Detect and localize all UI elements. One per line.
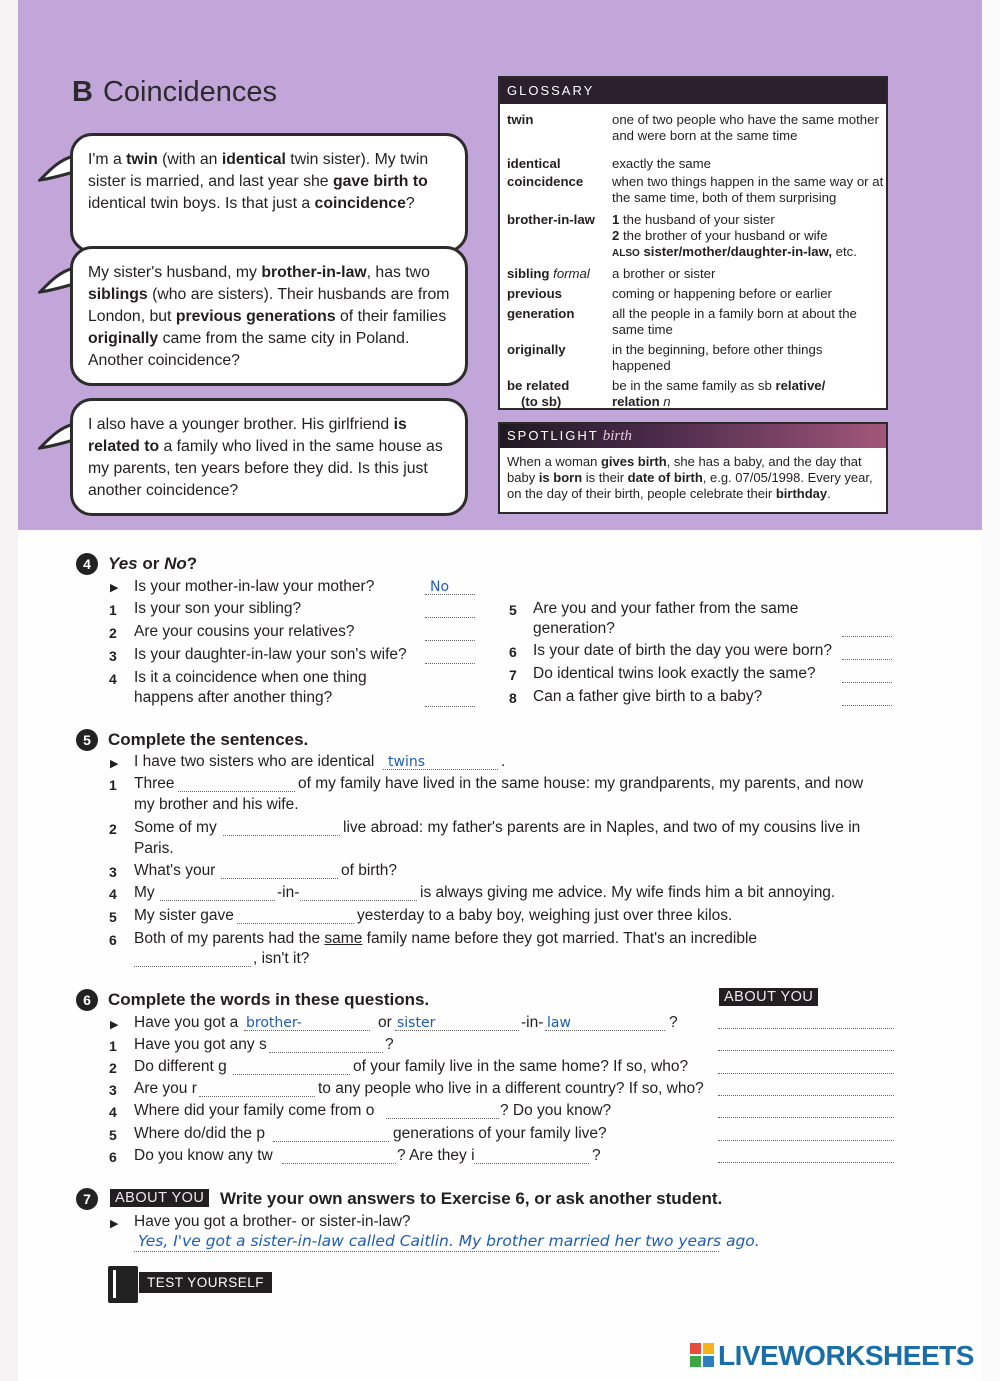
ex6-item-6-b: ? Are they i: [397, 1147, 475, 1164]
glossary-term: coincidence: [507, 174, 584, 189]
ex5-answer-4b[interactable]: [300, 900, 417, 901]
ex5-item-3-b: of birth?: [341, 862, 398, 879]
ex5-item-6-underlined: same: [324, 930, 363, 947]
ex6-example-answer-3: law: [547, 1015, 571, 1031]
answer-line: [383, 769, 498, 770]
ex6-example-start: Have you got a: [134, 1014, 239, 1031]
ex6-answer-5[interactable]: [273, 1141, 389, 1142]
ex4-answer-1[interactable]: [425, 617, 475, 618]
glossary-heading: GLOSSARY: [500, 78, 886, 104]
test-yourself-label: TEST YOURSELF: [139, 1272, 272, 1293]
glossary-term: brother-in-law: [507, 212, 595, 227]
glossary-term: twin: [507, 112, 534, 127]
glossary-definition: coming or happening before or earlier: [612, 286, 832, 301]
key-word: birthday: [775, 486, 828, 501]
ex6-item-5-a: Where do/did the p: [134, 1125, 265, 1142]
ex5-item-1-c: my brother and his wife.: [134, 796, 299, 813]
answer-line: [395, 1030, 519, 1031]
ex4-item-6: Is your date of birth the day you were born?: [533, 642, 832, 659]
item-number: 5: [109, 1127, 117, 1143]
ex4-item-2: Are your cousins your relatives?: [134, 623, 355, 640]
ex5-item-3-a: What's your: [134, 862, 216, 879]
ex4-answer-6[interactable]: [842, 659, 892, 660]
glossary-definition: [612, 378, 884, 410]
about-you-line[interactable]: [718, 1050, 894, 1051]
glossary-definition: in the beginning, before other things happened: [612, 342, 823, 373]
item-number: 1: [109, 602, 117, 618]
ex5-item-4-b: -in-: [277, 884, 300, 901]
key-word: previous generations: [175, 308, 336, 325]
page-edge-left: [0, 0, 18, 1381]
ex5-example-text: I have two sisters who are identical: [134, 753, 375, 770]
item-number: 5: [109, 909, 117, 925]
term-word: be related: [507, 378, 570, 393]
ex6-item-4-a: Where did your family come from o: [134, 1102, 375, 1119]
book-icon: [108, 1266, 138, 1303]
exercise-4-number: 4: [76, 553, 98, 575]
speech-bubble-1: [70, 133, 468, 253]
glossary-term: previous: [507, 286, 562, 301]
about-you-line[interactable]: [718, 1095, 894, 1096]
answer-line: [134, 1251, 719, 1252]
ex4-item-8: Can a father give birth to a baby?: [533, 688, 763, 705]
ex5-answer-5[interactable]: [237, 923, 354, 924]
ex6-example-in: -in-: [521, 1014, 544, 1031]
item-number: 3: [109, 1082, 117, 1098]
item-number: 3: [109, 864, 117, 880]
ex6-answer-2[interactable]: [233, 1074, 350, 1075]
ex6-answer-6b[interactable]: [474, 1163, 589, 1164]
item-number: 2: [109, 821, 117, 837]
about-you-line[interactable]: [718, 1140, 894, 1141]
ex5-item-6-a: [134, 929, 757, 949]
ex4-item-4-cont: happens after another thing?: [134, 689, 333, 706]
ex6-example-answer-2: sister: [397, 1015, 436, 1031]
ex6-item-1-b: ?: [385, 1036, 394, 1053]
ex4-item-5-cont: generation?: [533, 620, 615, 637]
title-yes: Yes: [108, 554, 138, 573]
exercise-7-number: 7: [76, 1188, 98, 1210]
ex5-item-6-c: , isn't it?: [253, 950, 310, 967]
also-label: ALSO: [612, 248, 640, 259]
ex5-item-4-c: is always giving me advice. My wife finds him a bit annoying.: [420, 884, 836, 901]
item-number: 5: [509, 602, 517, 618]
answer-line: [545, 1030, 665, 1031]
glossary-entry: [500, 306, 886, 342]
ex5-item-4-a: My: [134, 884, 155, 901]
exercise-5-number: 5: [76, 729, 98, 751]
ex6-item-1-a: Have you got any s: [134, 1036, 267, 1053]
key-word: gave birth to: [332, 173, 428, 190]
ex5-answer-6[interactable]: [134, 966, 251, 967]
ex6-answer-1[interactable]: [269, 1052, 383, 1053]
ex4-answer-3[interactable]: [425, 663, 475, 664]
also-words: sister/mother/daughter-in-law,: [639, 244, 833, 259]
section-heading: Coincidences: [102, 76, 278, 108]
about-you-tag: ABOUT YOU: [719, 988, 818, 1006]
def-bold: relative/: [775, 378, 826, 393]
exercise-6-number: 6: [76, 989, 98, 1011]
spotlight-box: [498, 422, 888, 514]
ex4-item-3: Is your daughter-in-law your son's wife?: [134, 646, 407, 663]
glossary-entry: [500, 378, 886, 412]
also-tail: etc.: [832, 244, 857, 259]
item-number: 6: [109, 1149, 117, 1165]
liveworksheets-icon: [690, 1343, 714, 1367]
glossary-entry: [500, 342, 886, 378]
answer-line: [425, 594, 475, 595]
ex5-item-1-a: Three: [134, 775, 175, 792]
glossary-entry: [500, 286, 886, 306]
ex7-handwritten-answer: Yes, I've got a sister-in-law called Caitlin. My brother married her two years ago.: [138, 1232, 760, 1250]
about-you-line[interactable]: [718, 1117, 894, 1118]
ex5-answer-4a[interactable]: [160, 900, 275, 901]
ex6-example: [134, 1013, 238, 1033]
glossary-entry: [500, 112, 886, 146]
ex6-item-3-a: Are you r: [134, 1080, 197, 1097]
glossary-term: [507, 266, 611, 282]
ex5-answer-2[interactable]: [223, 835, 340, 836]
spotlight-word: birth: [602, 428, 632, 444]
ex4-example-question: Is your mother-in-law your mother?: [134, 578, 375, 595]
bubble-1-text: I'm a twin (with an identical twin sister). My twin sister is married, and last year she gave birth to identical twin boys. Is that just a coincidence?: [88, 151, 429, 212]
glossary-entry: [500, 266, 886, 286]
key-word: date of birth: [627, 470, 703, 485]
ex6-example-or: or: [378, 1014, 392, 1031]
exercise-4-title: [108, 554, 197, 574]
exercise-5-title: Complete the sentences.: [108, 730, 309, 749]
ex5-item-5-b: yesterday to a baby boy, weighing just over three kilos.: [357, 907, 733, 924]
title-no: No: [164, 554, 187, 573]
item-number: 4: [109, 886, 117, 902]
item-number: 2: [109, 1060, 117, 1076]
ex6-item-3-b: to any people who live in a different country? If so, who?: [318, 1080, 704, 1097]
ex5-item-2-a: Some of my: [134, 819, 217, 836]
ex6-example-answer-1: brother-: [246, 1015, 302, 1031]
ex5-example-end: .: [501, 753, 506, 770]
item-number: 4: [109, 1104, 117, 1120]
ex4-answer-4[interactable]: [425, 706, 475, 707]
ex5-item-5-a: My sister gave: [134, 907, 234, 924]
ex6-item-4-b: ? Do you know?: [500, 1102, 612, 1119]
spotlight-label: SPOTLIGHT: [507, 428, 599, 443]
spotlight-heading: [500, 424, 886, 448]
example-arrow-icon: ▶: [110, 1019, 119, 1031]
liveworksheets-wordmark: LIVEWORKSHEETS: [718, 1340, 974, 1371]
glossary-term: identical: [507, 156, 561, 171]
key-word: twin: [126, 151, 158, 168]
example-arrow-icon: ▶: [110, 582, 119, 594]
def-pos: n: [659, 394, 671, 409]
key-word: identical: [221, 151, 286, 168]
ex5-item-1-b: of my family have lived in the same house: my grandparents, my parents, and now: [298, 775, 864, 792]
item-number: 2: [109, 625, 117, 641]
spotlight-text: When a woman gives birth, she has a baby, and the day that baby is born is their date of birth, e.g. 07/05/1998. Every year, on the day of their birth, people celebrate their birthday.: [507, 454, 873, 501]
item-number: 4: [109, 671, 117, 687]
glossary-definition: when two things happen in the same way or at the same time, both of them surprising: [612, 174, 884, 205]
ex6-answer-6a[interactable]: [282, 1163, 396, 1164]
ex5-answer-1[interactable]: [178, 791, 295, 792]
def-bold-2: relation: [612, 394, 660, 409]
glossary-entry: [500, 212, 886, 262]
glossary-entry: [500, 174, 886, 208]
item-number: 8: [509, 690, 517, 706]
term-word-2: (to sb): [521, 394, 562, 409]
key-word: is born: [538, 470, 583, 485]
ex6-item-6-c: ?: [592, 1147, 601, 1164]
item-number: 3: [109, 648, 117, 664]
key-word: brother-in-law: [261, 264, 367, 281]
def-text: be in the same family as sb: [612, 378, 776, 393]
ex4-answer-8[interactable]: [842, 705, 892, 706]
key-word: originally: [88, 330, 159, 347]
ex4-item-4: Is it a coincidence when one thing: [134, 669, 367, 686]
glossary-term: [507, 378, 611, 410]
ex4-item-7: Do identical twins look exactly the same?: [533, 665, 816, 682]
ex7-question: Have you got a brother- or sister-in-law?: [134, 1213, 411, 1230]
key-word: coincidence: [314, 195, 406, 212]
glossary-definition: a brother or sister: [612, 266, 716, 281]
about-you-line[interactable]: [718, 1162, 894, 1163]
about-you-line[interactable]: [718, 1028, 894, 1029]
page-edge-right: [982, 0, 1000, 1381]
term-register: formal: [549, 266, 590, 281]
ex4-answer-7[interactable]: [842, 682, 892, 683]
key-word: is related to: [88, 416, 407, 455]
term-word: sibling: [507, 266, 550, 281]
bubble-2-text: My sister's husband, my brother-in-law, has two siblings (who are sisters). Their husbands are from London, but previous generations of their families originally came from the same city in Poland. Another coincidence?: [88, 264, 450, 369]
glossary-definition: exactly the same: [612, 156, 711, 171]
glossary-entry: [500, 156, 886, 174]
speech-bubble-2: [70, 246, 468, 386]
sense-text: the brother of your husband or wife: [619, 228, 828, 243]
item-number: 6: [509, 644, 517, 660]
item-number: 1: [109, 1038, 117, 1054]
glossary-definition: [612, 212, 884, 262]
key-word: gives birth: [600, 454, 667, 469]
ex4-answer-5[interactable]: [842, 636, 892, 637]
sense-text: the husband of your sister: [619, 212, 775, 227]
speech-bubble-3: [70, 398, 468, 516]
ex6-example-end: ?: [669, 1014, 678, 1031]
ex6-item-2-a: Do different g: [134, 1058, 227, 1075]
item-number: 6: [109, 932, 117, 948]
example-arrow-icon: ▶: [110, 758, 119, 770]
glossary-definition: all the people in a family born at about the same time: [612, 306, 857, 337]
ex6-item-6-a: Do you know any tw: [134, 1147, 273, 1164]
bubble-3-text: I also have a younger brother. His girlfriend is related to a family who lived in the same house as my parents, ten years before they did. Is this just another coincidence?: [88, 416, 443, 499]
answer-line: [244, 1030, 370, 1031]
section-title: [72, 76, 277, 109]
ex5-item-2-b: live abroad: my father's parents are in Naples, and two of my cousins live in: [343, 819, 861, 836]
glossary-term: generation: [507, 306, 575, 321]
ex5-answer-3[interactable]: [221, 878, 338, 879]
ex4-item-1: Is your son your sibling?: [134, 600, 302, 617]
title-q: ?: [186, 554, 198, 573]
ex4-answer-2[interactable]: [425, 640, 475, 641]
exercise-7-title: Write your own answers to Exercise 6, or ask another student.: [220, 1189, 723, 1208]
ex5-item-6-mid: family name before they got married. That's an incredible: [362, 930, 758, 947]
ex6-item-5-b: generations of your family live?: [393, 1125, 607, 1142]
title-or: or: [137, 554, 165, 573]
about-you-tag: ABOUT YOU: [110, 1189, 209, 1207]
ex5-example-answer: twins: [388, 754, 425, 770]
ex4-example-answer: No: [430, 579, 450, 595]
glossary-definition: one of two people who have the same mother and were born at the same time: [612, 112, 879, 143]
glossary-box: [498, 76, 888, 410]
item-number: 7: [509, 667, 517, 683]
ex4-item-5: Are you and your father from the same: [533, 600, 799, 617]
exercise-6-title: Complete the words in these questions.: [108, 990, 430, 1009]
section-letter: B: [72, 76, 93, 108]
glossary-term: originally: [507, 342, 566, 357]
ex5-item-2-c: Paris.: [134, 840, 174, 857]
example-arrow-icon: ▶: [110, 1218, 119, 1230]
ex6-answer-3[interactable]: [199, 1096, 315, 1097]
ex5-item-6-start: Both of my parents had the: [134, 930, 325, 947]
item-number: 1: [109, 777, 117, 793]
key-word: siblings: [88, 286, 148, 303]
about-you-line[interactable]: [718, 1073, 894, 1074]
ex6-answer-4[interactable]: [386, 1118, 499, 1119]
ex6-item-2-b: of your family live in the same home? If so, who?: [353, 1058, 689, 1075]
sense-number: 1: [612, 212, 620, 227]
liveworksheets-logo: [690, 1340, 990, 1376]
sense-number: 2: [612, 228, 620, 243]
